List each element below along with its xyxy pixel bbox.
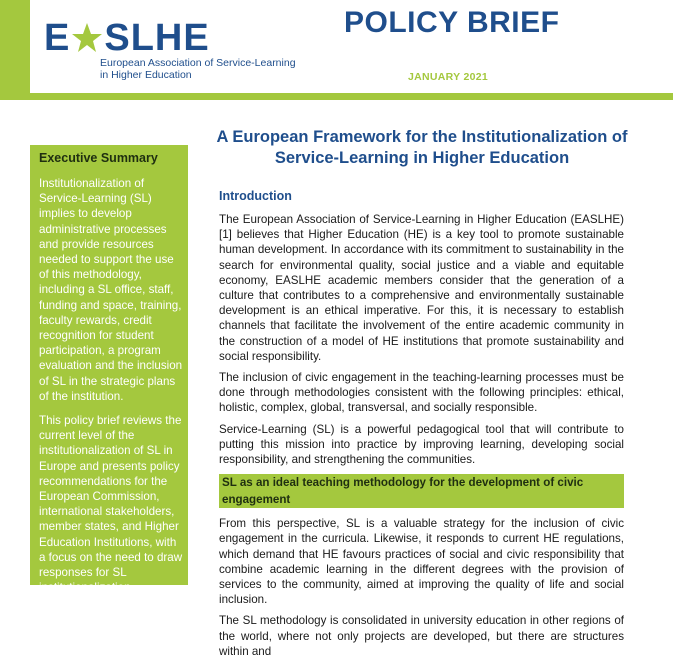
- body-paragraph: From this perspective, SL is a valuable strategy for the inclusion of civic engagement in the curricula. Likewise, it responds to current HE regulations, which demand that HE favours practices of social and civic responsibility that combine academic learning in the different degrees with the provision of services to the community, aimed at improving the quality of life and social inclusion.: [219, 517, 624, 607]
- header-green-strip: [0, 0, 30, 96]
- executive-summary-text: [39, 176, 183, 604]
- document-title: A European Framework for the Institutionalization of Service-Learning in Higher Education: [216, 128, 628, 167]
- logo-letters-slhe: SLHE: [104, 17, 210, 59]
- logo-subtitle: [100, 57, 304, 81]
- introduction-heading: Introduction: [219, 189, 292, 203]
- logo-wordmark: [44, 18, 304, 58]
- executive-summary-heading: Executive Summary: [30, 145, 188, 171]
- body-paragraph: The European Association of Service-Learning in Higher Education (EASLHE) [1] believes that Higher Education (HE) is a key tool to promote sustainable human development. In accordance with its commitment to sustainability in the search for environmental quality, social justice and a viable and equitable economy, EASLHE academic members consider that the generation of a culture that contributes to a comprehensive and environmentally sustainable development is an ethical imperative. For this, it is necessary to establish channels that facilitate the involvement of the entire academic community in the construction of a model of HE institutions that promote sustainability and social responsibility.: [219, 213, 624, 363]
- summary-paragraph: This policy brief reviews the current level of the institutionalization of SL in Europe and presents policy recommendations for the European Commission, international stakeholders, member states, and Higher Education Institutions, with a focus on the need to draw responses for SL institutionalization.: [39, 414, 183, 595]
- policy-brief-title: POLICY BRIEF: [344, 6, 560, 39]
- civic-engagement-heading: SL as an ideal teaching methodology for the development of civic engagement: [219, 474, 624, 508]
- logo-subtitle-line1: European Association of Service-Learning: [100, 57, 296, 69]
- easlhe-logo: [44, 18, 304, 81]
- summary-paragraph: Institutionalization of Service-Learning (SL) implies to develop administrative processes and provide resources needed to support the use of this methodology, including a SL office, staff, funding and space, training, faculty rewards, credit recognition for student participation, a program evaluation and the inclusion of SL in the strategic plans of the institution.: [39, 177, 183, 403]
- body-paragraph: Service-Learning (SL) is a powerful pedagogical tool that will contribute to putting this mission into practice by improving learning, developing social responsibility, and strengthening the communities.: [219, 422, 624, 467]
- body-paragraph: The SL methodology is consolidated in university education in other regions of the world, where not only projects are developed, but there are structures within and: [219, 614, 624, 658]
- body-paragraph: The inclusion of civic engagement in the teaching-learning processes must be done through methodologies consistent with the following principles: ethical, holistic, complex, global, transversal, and socially responsible.: [219, 371, 624, 415]
- main-body-text: [219, 212, 624, 665]
- publication-date: JANUARY 2021: [408, 71, 489, 83]
- logo-letter-e: E: [44, 17, 71, 59]
- star-icon: [71, 21, 103, 55]
- logo-subtitle-line2: in Higher Education: [100, 69, 192, 81]
- header-divider-band: [0, 93, 673, 100]
